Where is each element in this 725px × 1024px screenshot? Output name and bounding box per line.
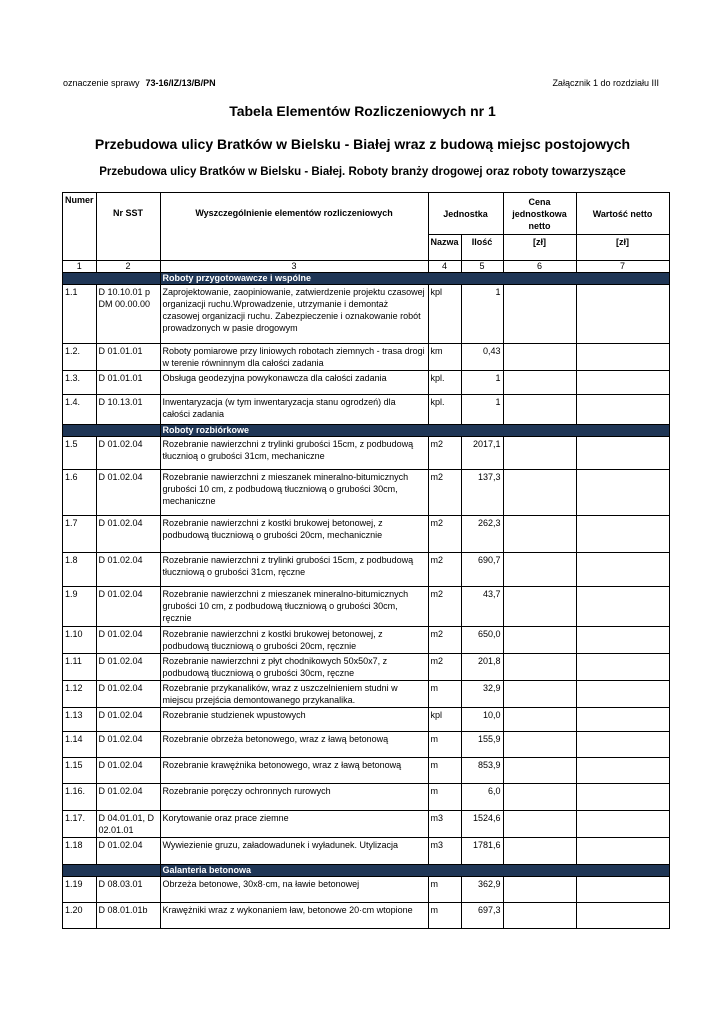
row-unit: km xyxy=(428,344,461,371)
row-unit: m xyxy=(428,784,461,811)
row-description: Rozebranie krawężnika betonowego, wraz z ławą betonową xyxy=(160,758,428,784)
row-unit: m2 xyxy=(428,654,461,681)
row-description: Rozebranie nawierzchni z mieszanek mineralno-bitumicznych grubości 10 cm, z podbudową tłuczniową o grubości 30cm, ręcznie xyxy=(160,587,428,627)
row-unit: m xyxy=(428,758,461,784)
row-quantity: 650,0 xyxy=(461,627,503,654)
column-index: 3 xyxy=(160,261,428,273)
row-number: 1.19 xyxy=(63,877,97,903)
col-unit-name-header: Nazwa xyxy=(428,235,461,261)
row-unit: m2 xyxy=(428,516,461,553)
row-unit-price-cell[interactable] xyxy=(503,395,576,425)
row-description: Rozebranie nawierzchni z trylinki grubości 15cm, z podbudową tłuczniową o grubości 31cm, ręczne xyxy=(160,553,428,587)
row-description: Rozebranie nawierzchni z kostki brukowej betonowej, z podbudową tłuczniową o grubości 20cm, mechanicznie xyxy=(160,516,428,553)
table-row xyxy=(63,811,670,838)
row-number: 1.4. xyxy=(63,395,97,425)
section-title: Roboty przygotowawcze i wspólne xyxy=(160,273,669,285)
table-row xyxy=(63,903,670,929)
row-quantity: 853,9 xyxy=(461,758,503,784)
row-description: Rozebranie nawierzchni z mieszanek mineralno-bitumicznych grubości 10 cm, z podbudową tłuczniową o grubości 30cm, mechaniczne xyxy=(160,470,428,516)
row-number: 1.1 xyxy=(63,285,97,344)
row-sst: D 01.02.04 xyxy=(96,627,160,654)
table-row xyxy=(63,758,670,784)
project-title: Przebudowa ulicy Bratków w Bielsku - Białej wraz z budową miejsc postojowych xyxy=(94,136,631,152)
row-sst: D 01.02.04 xyxy=(96,437,160,470)
row-sst: D 10.13.01 xyxy=(96,395,160,425)
col-currency-header: [zł] xyxy=(503,235,576,261)
row-net-value-cell[interactable] xyxy=(576,470,669,516)
table-row xyxy=(63,371,670,395)
row-quantity: 362,9 xyxy=(461,877,503,903)
row-unit-price-cell[interactable] xyxy=(503,627,576,654)
col-unit-header: Jednostka xyxy=(428,193,503,235)
section-header-row xyxy=(63,273,670,285)
table-row xyxy=(63,587,670,627)
row-unit-price-cell[interactable] xyxy=(503,811,576,838)
row-unit: kpl xyxy=(428,708,461,732)
row-unit-price-cell[interactable] xyxy=(503,681,576,708)
col-sst-header: Nr SST xyxy=(96,193,160,261)
row-unit: m3 xyxy=(428,838,461,865)
row-unit: m xyxy=(428,732,461,758)
row-number: 1.14 xyxy=(63,732,97,758)
row-net-value-cell[interactable] xyxy=(576,811,669,838)
row-unit-price-cell[interactable] xyxy=(503,838,576,865)
row-number: 1.16. xyxy=(63,784,97,811)
section-header-row xyxy=(63,865,670,877)
row-sst: D 01.02.04 xyxy=(96,708,160,732)
row-sst: D 01.02.04 xyxy=(96,758,160,784)
attachment-label: Załącznik 1 do rozdziału III xyxy=(552,78,659,88)
row-quantity: 262,3 xyxy=(461,516,503,553)
case-reference xyxy=(63,78,216,88)
row-unit-price-cell[interactable] xyxy=(503,903,576,929)
row-description: Wywiezienie gruzu, załadowadunek i wyładunek. Utylizacja xyxy=(160,838,428,865)
row-unit: m xyxy=(428,903,461,929)
column-index: 4 xyxy=(428,261,461,273)
col-number-header: Numer xyxy=(63,193,97,261)
row-net-value-cell[interactable] xyxy=(576,758,669,784)
row-net-value-cell[interactable] xyxy=(576,903,669,929)
elements-table xyxy=(62,192,670,929)
row-number: 1.2. xyxy=(63,344,97,371)
column-number-row xyxy=(63,261,670,273)
scope-title: Przebudowa ulicy Bratków w Bielsku - Białej. Roboty branży drogowej oraz roboty towarzyszące xyxy=(99,166,626,178)
row-unit-price-cell[interactable] xyxy=(503,784,576,811)
row-unit-price-cell[interactable] xyxy=(503,285,576,344)
row-sst: D 01.01.01 xyxy=(96,371,160,395)
row-net-value-cell[interactable] xyxy=(576,395,669,425)
section-title: Galanteria betonowa xyxy=(160,865,669,877)
case-label: oznaczenie sprawy xyxy=(63,78,140,88)
row-sst: D 08.03.01 xyxy=(96,877,160,903)
document-title: Tabela Elementów Rozliczeniowych nr 1 xyxy=(229,103,496,119)
row-description: Obrzeża betonowe, 30x8·cm, na ławie betonowej xyxy=(160,877,428,903)
row-unit: m2 xyxy=(428,627,461,654)
row-unit: kpl. xyxy=(428,371,461,395)
row-unit-price-cell[interactable] xyxy=(503,708,576,732)
row-sst: D 10.10.01 p DM 00.00.00 xyxy=(96,285,160,344)
column-index: 1 xyxy=(63,261,97,273)
row-net-value-cell[interactable] xyxy=(576,877,669,903)
row-description: Rozebranie nawierzchni z kostki brukowej betonowej, z podbudową tłuczniową o grubości 20cm, ręcznie xyxy=(160,627,428,654)
row-unit-price-cell[interactable] xyxy=(503,516,576,553)
row-sst: D 01.02.04 xyxy=(96,587,160,627)
table-row xyxy=(63,553,670,587)
row-sst: D 01.02.04 xyxy=(96,553,160,587)
row-description: Korytowanie oraz prace ziemne xyxy=(160,811,428,838)
row-number: 1.9 xyxy=(63,587,97,627)
row-quantity: 1 xyxy=(461,285,503,344)
row-description: Rozebranie studzienek wpustowych xyxy=(160,708,428,732)
row-unit: m xyxy=(428,877,461,903)
row-number: 1.15 xyxy=(63,758,97,784)
table-row xyxy=(63,285,670,344)
table-row xyxy=(63,516,670,553)
row-net-value-cell[interactable] xyxy=(576,371,669,395)
row-net-value-cell[interactable] xyxy=(576,654,669,681)
row-unit-price-cell[interactable] xyxy=(503,732,576,758)
table-row xyxy=(63,784,670,811)
table-row xyxy=(63,708,670,732)
row-unit-price-cell[interactable] xyxy=(503,587,576,627)
table-row xyxy=(63,437,670,470)
row-sst: D 01.02.04 xyxy=(96,516,160,553)
col-currency-header: [zł] xyxy=(576,235,669,261)
row-number: 1.18 xyxy=(63,838,97,865)
row-net-value-cell[interactable] xyxy=(576,681,669,708)
row-quantity: 43,7 xyxy=(461,587,503,627)
row-sst: D 01.02.04 xyxy=(96,681,160,708)
row-description: Rozebranie przykanalików, wraz z uszczelnieniem studni w miejscu przejścia demontowanego przykanalika. xyxy=(160,681,428,708)
col-unit-price-header: Cena jednostkowa netto xyxy=(503,193,576,235)
row-sst: D 01.02.04 xyxy=(96,732,160,758)
col-net-value-header: Wartość netto xyxy=(576,193,669,235)
row-quantity: 1 xyxy=(461,395,503,425)
section-title: Roboty rozbiórkowe xyxy=(160,425,669,437)
table-row xyxy=(63,470,670,516)
row-number: 1.6 xyxy=(63,470,97,516)
row-quantity: 2017,1 xyxy=(461,437,503,470)
row-unit-price-cell[interactable] xyxy=(503,437,576,470)
row-unit-price-cell[interactable] xyxy=(503,758,576,784)
row-net-value-cell[interactable] xyxy=(576,838,669,865)
row-unit: m2 xyxy=(428,437,461,470)
row-net-value-cell[interactable] xyxy=(576,553,669,587)
row-net-value-cell[interactable] xyxy=(576,587,669,627)
table-row xyxy=(63,838,670,865)
row-net-value-cell[interactable] xyxy=(576,516,669,553)
row-quantity: 0,43 xyxy=(461,344,503,371)
row-net-value-cell[interactable] xyxy=(576,344,669,371)
row-quantity: 690,7 xyxy=(461,553,503,587)
case-number: 73-16/IZ/13/B/PN xyxy=(145,78,216,88)
row-number: 1.20 xyxy=(63,903,97,929)
row-sst: D 01.02.04 xyxy=(96,838,160,865)
table-row xyxy=(63,681,670,708)
row-sst: D 01.01.01 xyxy=(96,344,160,371)
row-unit: kpl xyxy=(428,285,461,344)
table-row xyxy=(63,654,670,681)
row-quantity: 1781,6 xyxy=(461,838,503,865)
row-net-value-cell[interactable] xyxy=(576,784,669,811)
table-row xyxy=(63,395,670,425)
row-sst: D 01.02.04 xyxy=(96,654,160,681)
column-index: 2 xyxy=(96,261,160,273)
row-number: 1.5 xyxy=(63,437,97,470)
row-quantity: 32,9 xyxy=(461,681,503,708)
row-description: Rozebranie obrzeża betonowego, wraz z ławą betonową xyxy=(160,732,428,758)
row-quantity: 1524,6 xyxy=(461,811,503,838)
row-description: Rozebranie nawierzchni z płyt chodnikowych 50x50x7, z podbudową tłuczniową o grubości 30cm, ręczne xyxy=(160,654,428,681)
row-unit-price-cell[interactable] xyxy=(503,470,576,516)
column-index: 5 xyxy=(461,261,503,273)
column-index: 6 xyxy=(503,261,576,273)
row-number: 1.7 xyxy=(63,516,97,553)
row-unit: m2 xyxy=(428,587,461,627)
row-number: 1.17. xyxy=(63,811,97,838)
table-row xyxy=(63,732,670,758)
row-number: 1.12 xyxy=(63,681,97,708)
col-description-header: Wyszczególnienie elementów rozliczeniowych xyxy=(160,193,428,261)
row-quantity: 697,3 xyxy=(461,903,503,929)
row-unit-price-cell[interactable] xyxy=(503,877,576,903)
row-net-value-cell[interactable] xyxy=(576,708,669,732)
row-number: 1.3. xyxy=(63,371,97,395)
table-row xyxy=(63,627,670,654)
row-net-value-cell[interactable] xyxy=(576,437,669,470)
row-sst: D 01.02.04 xyxy=(96,470,160,516)
row-unit-price-cell[interactable] xyxy=(503,553,576,587)
column-index: 7 xyxy=(576,261,669,273)
row-description: Rozebranie nawierzchni z trylinki grubości 15cm, z podbudową tłucznioą o grubości 31cm, mechaniczne xyxy=(160,437,428,470)
row-unit: m xyxy=(428,681,461,708)
row-quantity: 201,8 xyxy=(461,654,503,681)
row-net-value-cell[interactable] xyxy=(576,732,669,758)
section-header-row xyxy=(63,425,670,437)
row-unit: m3 xyxy=(428,811,461,838)
row-sst: D 04.01.01, D 02.01.01 xyxy=(96,811,160,838)
row-description: Roboty pomiarowe przy liniowych robotach ziemnych - trasa drogi w terenie równinnym dla całości zadania xyxy=(160,344,428,371)
row-number: 1.10 xyxy=(63,627,97,654)
row-number: 1.8 xyxy=(63,553,97,587)
table-row xyxy=(63,877,670,903)
row-description: Rozebranie poręczy ochronnych rurowych xyxy=(160,784,428,811)
row-number: 1.13 xyxy=(63,708,97,732)
row-unit: kpl. xyxy=(428,395,461,425)
row-unit-price-cell[interactable] xyxy=(503,344,576,371)
row-unit-price-cell[interactable] xyxy=(503,654,576,681)
row-description: Krawężniki wraz z wykonaniem ław, betonowe 20·cm wtopione xyxy=(160,903,428,929)
row-quantity: 155,9 xyxy=(461,732,503,758)
row-unit: m2 xyxy=(428,553,461,587)
col-quantity-header: Ilość xyxy=(461,235,503,261)
table-row xyxy=(63,344,670,371)
row-net-value-cell[interactable] xyxy=(576,285,669,344)
row-quantity: 137,3 xyxy=(461,470,503,516)
row-quantity: 1 xyxy=(461,371,503,395)
row-net-value-cell[interactable] xyxy=(576,627,669,654)
row-unit-price-cell[interactable] xyxy=(503,371,576,395)
row-quantity: 6,0 xyxy=(461,784,503,811)
row-sst: D 08.01.01b xyxy=(96,903,160,929)
row-number: 1.11 xyxy=(63,654,97,681)
row-description: Zaprojektowanie, zaopiniowanie, zatwierdzenie projektu czasowej organizacji ruchu.Wprowadzenie, utrzymanie i demontaż czasowej organizacji ruchu. Zabezpieczenie i oznakowanie robót prowadzonych w pasie drogowym xyxy=(160,285,428,344)
row-description: Inwentaryzacja (w tym inwentaryzacja stanu ogrodzeń) dla całości zadania xyxy=(160,395,428,425)
row-sst: D 01.02.04 xyxy=(96,784,160,811)
row-quantity: 10,0 xyxy=(461,708,503,732)
row-unit: m2 xyxy=(428,470,461,516)
row-description: Obsługa geodezyjna powykonawcza dla całości zadania xyxy=(160,371,428,395)
